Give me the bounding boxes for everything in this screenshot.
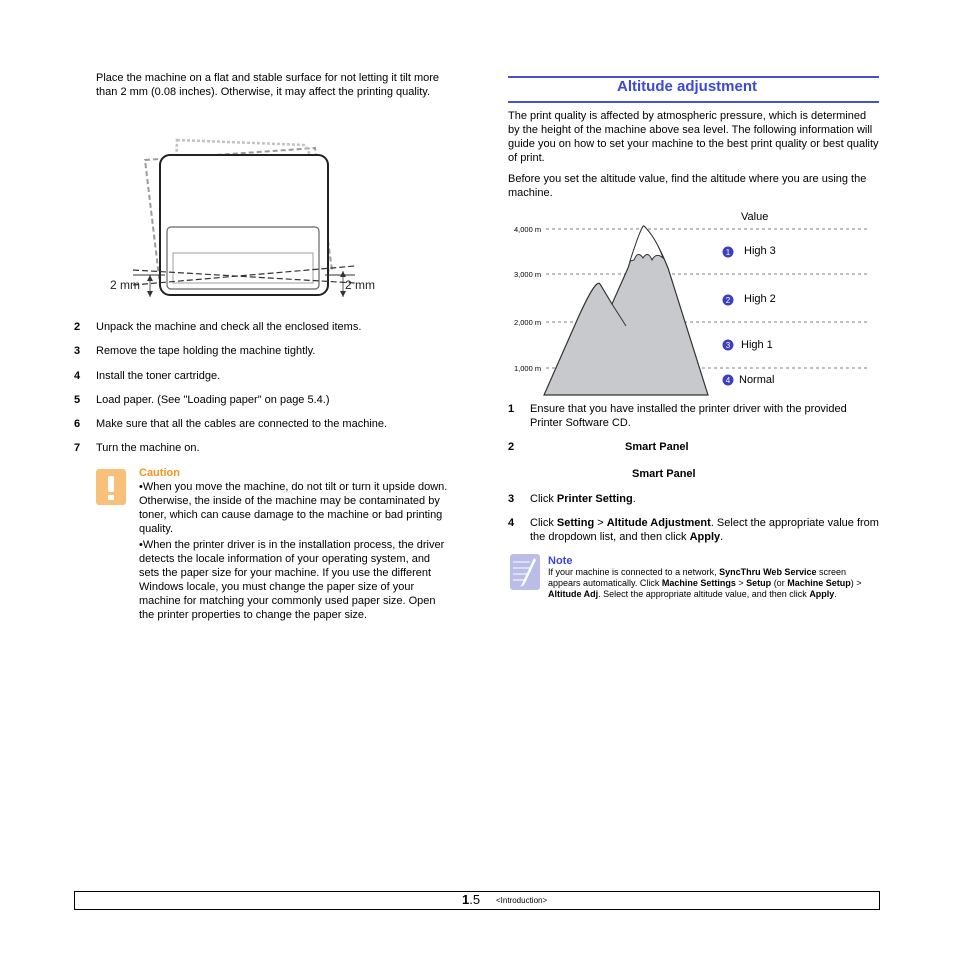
- level-label: High 1: [741, 339, 773, 351]
- svg-text:4: 4: [725, 376, 731, 385]
- smart-panel-text: Smart Panel: [625, 441, 689, 453]
- step-number: 6: [74, 418, 81, 430]
- step-number: 7: [74, 442, 81, 454]
- footer-section-label: <Introduction>: [496, 896, 548, 905]
- tilt-label-right: 2 mm: [345, 278, 375, 292]
- step-number: 5: [74, 394, 81, 406]
- caution-icon: [96, 469, 126, 505]
- svg-text:1: 1: [725, 248, 731, 257]
- level-marker-2: [723, 293, 776, 306]
- step-text: Install the toner cartridge.: [96, 370, 221, 382]
- page-number: 1.5: [462, 892, 481, 907]
- svg-text:2: 2: [725, 296, 731, 305]
- altitude-label: 3,000 m: [514, 270, 542, 279]
- smart-panel-text: Smart Panel: [632, 468, 696, 480]
- level-marker-4: [723, 374, 775, 386]
- step-number: 4: [74, 370, 81, 382]
- level-label: High 3: [744, 245, 776, 257]
- tilt-label-left: 2 mm: [110, 278, 140, 292]
- step-text: Remove the tape holding the machine tightly.: [96, 345, 316, 357]
- intro-paragraph: Place the machine on a flat and stable surface for not letting it tilt more than 2 mm (0.08 inches). Otherwise, it may affect the printing quality.: [96, 72, 440, 98]
- altitude-label: 2,000 m: [514, 318, 542, 327]
- value-label: Value: [741, 211, 769, 223]
- step-text: Load paper. (See "Loading paper" on page 5.4.): [96, 394, 330, 406]
- step-text: Turn the machine on.: [96, 442, 200, 454]
- note-title: Note: [548, 555, 573, 567]
- note-icon: [510, 554, 540, 590]
- altitude-diagram: [508, 206, 880, 402]
- altitude-instruction-paragraph: Before you set the altitude value, find the altitude where you are using the machine.: [508, 173, 867, 199]
- altitude-label: 1,000 m: [514, 364, 542, 373]
- step-text: Make sure that all the cables are connected to the machine.: [96, 418, 388, 430]
- mountain: [544, 226, 708, 395]
- step-number: 2: [74, 321, 81, 333]
- section-heading: Altitude adjustment: [617, 78, 758, 95]
- altitude-intro-paragraph: The print quality is affected by atmospheric pressure, which is determined by the height of the machine above sea level. The following information will guide you on how to set your machine to the best print quality or best quality of print.: [508, 110, 879, 164]
- altitude-label: 4,000 m: [514, 225, 542, 234]
- caution-title: Caution: [139, 467, 180, 479]
- level-label: High 2: [744, 293, 776, 305]
- level-label: Normal: [739, 374, 775, 386]
- step-text: Unpack the machine and check all the enclosed items.: [96, 321, 362, 333]
- svg-text:3: 3: [725, 341, 731, 350]
- level-marker-1: [723, 245, 776, 258]
- caution-paragraph: •When you move the machine, do not tilt or turn it upside down. Otherwise, the inside of the machine may be contaminated by toner, which can cause damage to the machine or bad printing quality.: [139, 481, 448, 535]
- step-number: 3: [74, 345, 81, 357]
- caution-paragraph: •When the printer driver is in the installation process, the driver detects the locale information of your operating system, and sets the paper size for your machine. If you use the different Windows locale, you must change the paper size of your machine for matching your commonly used paper size. Open the printer properties to change the paper size.: [139, 539, 445, 621]
- machine-level-figure: [105, 135, 385, 305]
- note-body: If your machine is connected to a network, SyncThru Web Service screen appears automatically. Click Machine Settings > Setup (or Machine Setup) > Altitude Adj. Select the appropriate altitude value, and then click Apply.: [548, 567, 862, 599]
- level-marker-3: [723, 339, 773, 351]
